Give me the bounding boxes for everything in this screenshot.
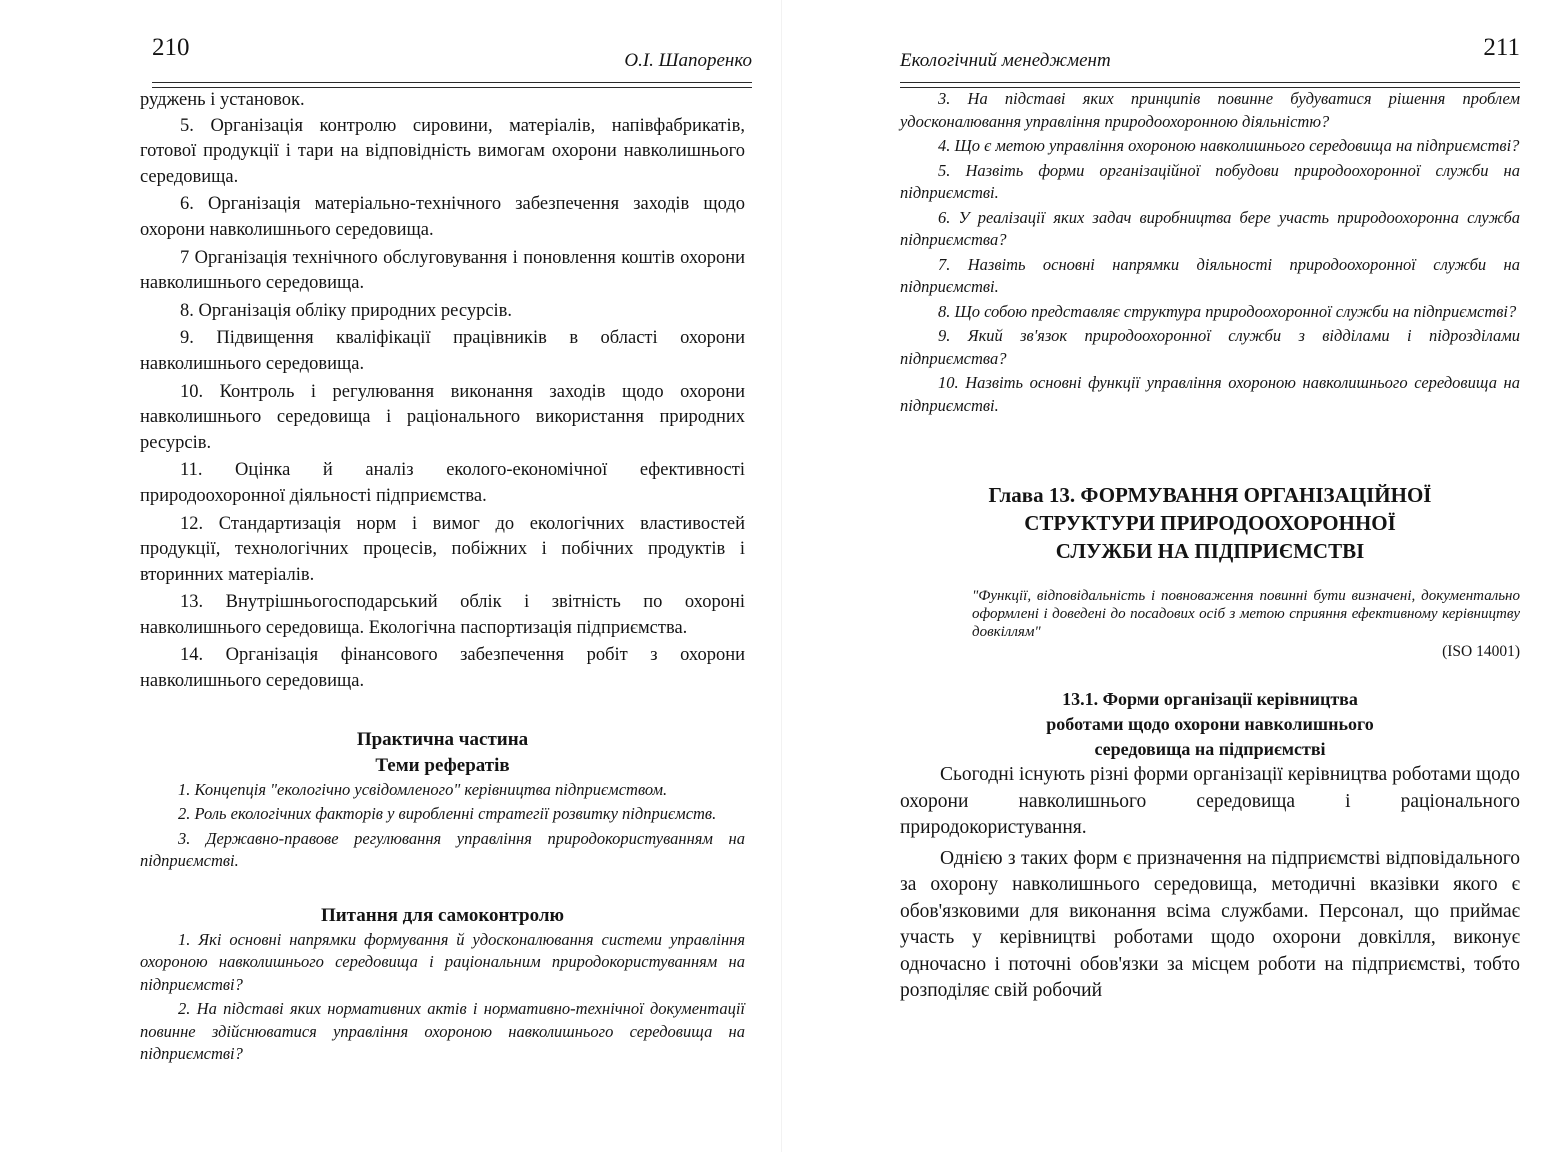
epigraph: "Функції, відповідальність і повноваження повинні бути визначені, документально оформлені і доведені до посадових осіб з метою сприяння ефективному керівництву довкіллям" <box>972 588 1520 640</box>
page-number: 211 <box>1483 34 1520 61</box>
question-item: 8. Що собою представляє структура природоохоронної служби на підприємстві? <box>938 301 1517 321</box>
question-item: 4. Що є метою управління охороною навколишнього середовища на підприємстві? <box>938 136 1520 155</box>
question-item: 10. Назвіть основні функції управління охороною навколишнього середовища на підприємстві. <box>900 373 1520 415</box>
question-item: 6. У реалізації яких задач виробництва бере участь природоохоронна служба підприємства? <box>900 207 1520 249</box>
topic-item: 2. Роль екологічних факторів у виробленні стратегії розвитку підприємств. <box>178 804 717 824</box>
epigraph-source: (ISO 14001) <box>1442 643 1520 660</box>
list-item: 12. Стандартизація норм і вимог до екологічних властивостей продукції, технологічних процесів, побіжних і побічних продуктів і вторинних матеріалів. <box>140 513 745 585</box>
chapter-title-line: Глава 13. ФОРМУВАННЯ ОРГАНІЗАЦІЙНОЇ <box>988 483 1432 507</box>
header-rule <box>152 82 752 83</box>
question-item: 9. Який зв'язок природоохоронної служби з відділами і підрозділами підприємства? <box>900 326 1520 368</box>
topics-heading: Теми рефератів <box>375 754 510 776</box>
question-item: 2. На підставі яких нормативних актів і нормативно-технічної документації повинне здійснюватися управління охороною навколишнього середовища на підприємстві? <box>140 999 745 1064</box>
list-item: 13. Внутрішньогосподарський облік і звітність по охороні навколишнього середовища. Екологічна паспортизація підприємства. <box>140 592 745 638</box>
left-text-column <box>140 88 745 1068</box>
chapter-title-line: СТРУКТУРИ ПРИРОДООХОРОННОЇ <box>1024 511 1396 535</box>
section-title <box>900 687 1520 762</box>
list-item: 11. Оцінка й аналіз еколого-економічної ефективності природоохоронної діяльності підприємства. <box>140 460 745 506</box>
section-title-line: 13.1. Форми організації керівництва <box>1062 689 1358 709</box>
right-running-head <box>900 34 1520 84</box>
list-item: 10. Контроль і регулювання виконання заходів щодо охорони навколишнього середовища і раціонального використання природних ресурсів. <box>140 381 745 453</box>
practical-heading: Практична частина <box>356 728 529 750</box>
section-title-line: середовища на підприємстві <box>1094 739 1326 759</box>
question-item: 5. Назвіть форми організаційної побудови природоохоронної служби на підприємстві. <box>900 160 1520 202</box>
question-item: 1. Які основні напрямки формування й удосконалювання системи управління охороною навколишнього середовища і раціональним природокористуванням на підприємстві? <box>140 929 745 994</box>
list-item: 6. Організація матеріально-технічного забезпечення заходів щодо охорони навколишнього середовища. <box>140 194 745 240</box>
list-item: 9. Підвищення кваліфікації працівників в області охорони навколишнього середовища. <box>140 328 745 374</box>
chapter-title-line: СЛУЖБИ НА ПІДПРИЄМСТВІ <box>1055 539 1365 563</box>
list-item: 5. Організація контролю сировини, матеріалів, напівфабрикатів, готової продукції і тари на відповідність вимогам охорони навколишнього середовища. <box>140 115 745 187</box>
section-title-line: роботами щодо охорони навколишнього <box>1046 714 1374 734</box>
body-paragraph: Сьогодні існують різні форми організації керівництва роботами щодо охорони навколишнього середовища і раціонального природокористування. <box>900 764 1520 838</box>
right-page <box>782 0 1564 1152</box>
question-item: 7. Назвіть основні напрямки діяльності природоохоронної служби на підприємстві. <box>900 254 1520 296</box>
right-text-column <box>900 88 1520 1005</box>
header-rule <box>900 82 1520 83</box>
list-item: 8. Організація обліку природних ресурсів. <box>180 300 513 321</box>
topic-item: 1. Концепція "екологічно усвідомленого" керівництва підприємством. <box>178 779 668 799</box>
left-running-head <box>152 34 752 84</box>
question-item: 3. На підставі яких принципів повинне будуватися рішення проблем удосконалювання управління природоохоронною діяльністю? <box>900 89 1520 131</box>
list-item: 7 Організація технічного обслуговування і поновлення коштів охорони навколишнього середовища. <box>140 247 745 294</box>
running-title: О.І. Шапоренко <box>624 50 752 71</box>
running-title: Екологічний менеджмент <box>900 50 1111 71</box>
page-number: 210 <box>152 34 190 61</box>
list-item: 14. Організація фінансового забезпечення робіт з охорони навколишнього середовища. <box>140 645 745 692</box>
body-paragraph: Однією з таких форм є призначення на підприємстві відповідального за охорону навколишнього середовища, методичні вказівки якого є обов'язковими для виконання всіма службами. Персонал, що приймає участь у керівництві роботами щодо охорони довкілля, виконує одночасно і поточні обов'язки за місцем роботи на підприємстві, тобто розподіляє свій робочий <box>900 847 1520 1001</box>
questions-heading: Питання для самоконтролю <box>320 904 565 926</box>
continuation-text: руджень і установок. <box>140 90 305 110</box>
topic-item: 3. Державно-правове регулювання управління природокористуванням на підприємстві. <box>140 828 745 871</box>
chapter-title <box>900 481 1520 565</box>
